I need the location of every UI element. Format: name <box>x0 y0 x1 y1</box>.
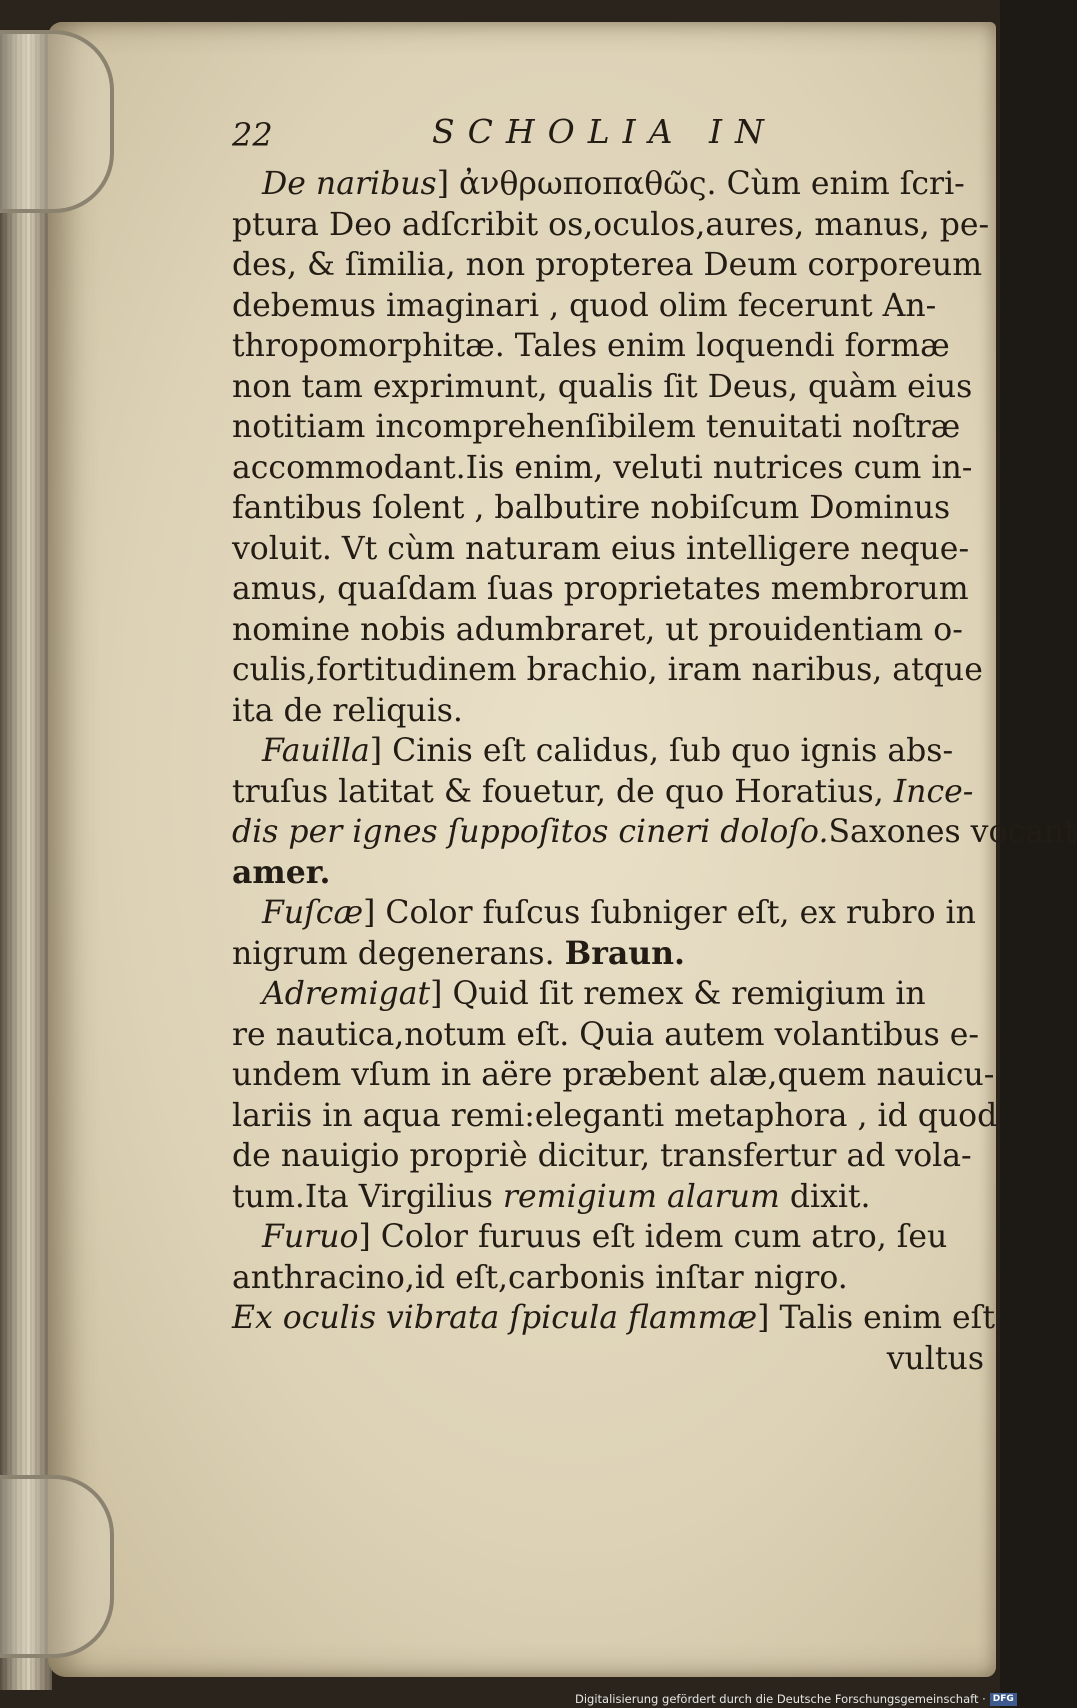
italic-segment: remigium alarum <box>502 1178 780 1215</box>
text-segment: fantibus ſolent , balbutire nobiſcum Dominus <box>232 490 951 526</box>
text-segment: non tam exprimunt, qualis ſit Deus, quàm eius <box>232 368 973 405</box>
italic-segment: De naribus <box>262 166 437 202</box>
text-segment: accommodant.Iis enim, veluti nutrices cum in- <box>232 449 973 486</box>
text-line <box>232 164 984 205</box>
italic-segment: Ex oculis vibrata ſpicula flammæ <box>232 1300 758 1336</box>
italic-segment: dis per ignes ſuppoſitos cineri doloſo. <box>232 814 829 850</box>
text-segment: thropomorphitæ. Tales enim loquendi formæ <box>232 328 950 364</box>
text-segment: ] Color furuus eſt idem cum atro, ſeu <box>358 1219 948 1255</box>
text-segment: nomine nobis adumbraret, ut prouidentiam o- <box>232 611 963 648</box>
page-header <box>232 108 984 164</box>
text-segment: truſus latitat & fouetur, de quo Horatius, <box>232 773 894 810</box>
running-title: SCHOLIA IN <box>432 112 777 151</box>
page-clip-top <box>0 30 114 213</box>
text-line <box>232 1055 995 1096</box>
text-line <box>232 1015 984 1056</box>
page-clip-bottom <box>0 1475 114 1658</box>
digitization-credit <box>575 1690 1014 1708</box>
text-line <box>232 205 990 246</box>
text-segment: Saxones vocant <box>828 814 1077 850</box>
italic-segment: Fuſcæ <box>262 895 364 931</box>
text-line <box>232 650 984 691</box>
italic-segment: Furuo <box>262 1219 359 1255</box>
text-line <box>232 893 984 934</box>
text-line <box>232 569 984 610</box>
text-line <box>232 448 984 489</box>
text-segment: lariis in aqua remi:eleganti metaphora , id quod <box>232 1097 998 1134</box>
text-segment: notitiam incomprehenſibilem tenuitati noſtræ <box>232 409 961 445</box>
text-line <box>232 1339 984 1380</box>
italic-segment: Adremigat <box>262 976 431 1012</box>
text-segment: ] Color fuſcus ſubniger eſt, ex rubro in <box>363 895 976 931</box>
text-line <box>232 610 984 651</box>
text-line <box>232 326 984 367</box>
text-line <box>232 731 984 772</box>
page-number: 22 <box>232 116 273 154</box>
text-segment: ita de reliquis. <box>232 692 463 729</box>
body-text <box>232 164 1077 1379</box>
text-line <box>232 1298 995 1339</box>
text-line <box>232 529 984 570</box>
text-segment: Braun. <box>564 934 686 972</box>
credit-text: Digitalisierung gefördert durch die Deutsche Forschungsgemeinschaft · <box>575 1692 986 1706</box>
text-line <box>232 812 1077 853</box>
text-segment: culis,fortitudinem brachio, iram naribus, atque <box>232 652 983 688</box>
text-line <box>232 1136 984 1177</box>
text-line <box>232 1258 984 1299</box>
text-segment: voluit. Vt cùm naturam eius intelligere neque- <box>232 530 970 567</box>
text-segment: tum.Ita Virgilius <box>232 1178 503 1215</box>
text-line <box>232 286 984 327</box>
text-line <box>232 367 984 408</box>
text-segment: re nautica,notum eſt. Quia autem volantibus e- <box>232 1016 980 1053</box>
text-segment: ptura Deo adſcribit os,oculos,aures, manus, pe- <box>232 206 990 243</box>
text-line <box>232 245 984 286</box>
text-line <box>232 934 984 975</box>
text-line <box>232 1096 998 1137</box>
text-line <box>232 488 984 529</box>
text-line <box>232 974 984 1015</box>
text-segment: anthracino,id eſt,carbonis inſtar nigro. <box>232 1259 848 1296</box>
text-segment: undem vſum in aëre præbent alæ,quem nauicu- <box>232 1057 995 1093</box>
text-segment: ] Talis enim eſt <box>757 1300 995 1336</box>
text-segment: amus, quaſdam ſuas proprietates membrorum <box>232 571 969 607</box>
text-segment: ] ἀνθρωποπαθῶς. Cùm enim ſcri- <box>436 166 965 202</box>
text-block <box>232 108 1077 1379</box>
text-segment: vultus <box>886 1340 984 1377</box>
text-line <box>232 407 984 448</box>
dfg-logo: DFG <box>990 1693 1017 1706</box>
text-segment: ] Quid ſit remex & remigium in <box>430 976 926 1012</box>
text-line <box>232 853 984 894</box>
text-segment: nigrum degenerans. <box>232 935 565 972</box>
text-line <box>232 1177 984 1218</box>
text-line <box>232 1217 984 1258</box>
italic-segment: Ince- <box>893 773 974 810</box>
italic-segment: Fauilla <box>262 733 370 769</box>
page-edges <box>0 30 52 1690</box>
text-segment: des, & ſimilia, non propterea Deum corporeum <box>232 247 983 283</box>
text-segment: debemus imaginari , quod olim fecerunt An- <box>232 287 937 324</box>
text-segment: amer. <box>232 853 331 891</box>
text-segment: ] Cinis eſt calidus, ſub quo ignis abs- <box>369 733 954 769</box>
text-segment: de nauigio propriè dicitur, transfertur ad vola- <box>232 1138 972 1174</box>
text-line <box>232 772 984 813</box>
text-segment: dixit. <box>779 1178 871 1215</box>
text-line <box>232 691 984 732</box>
